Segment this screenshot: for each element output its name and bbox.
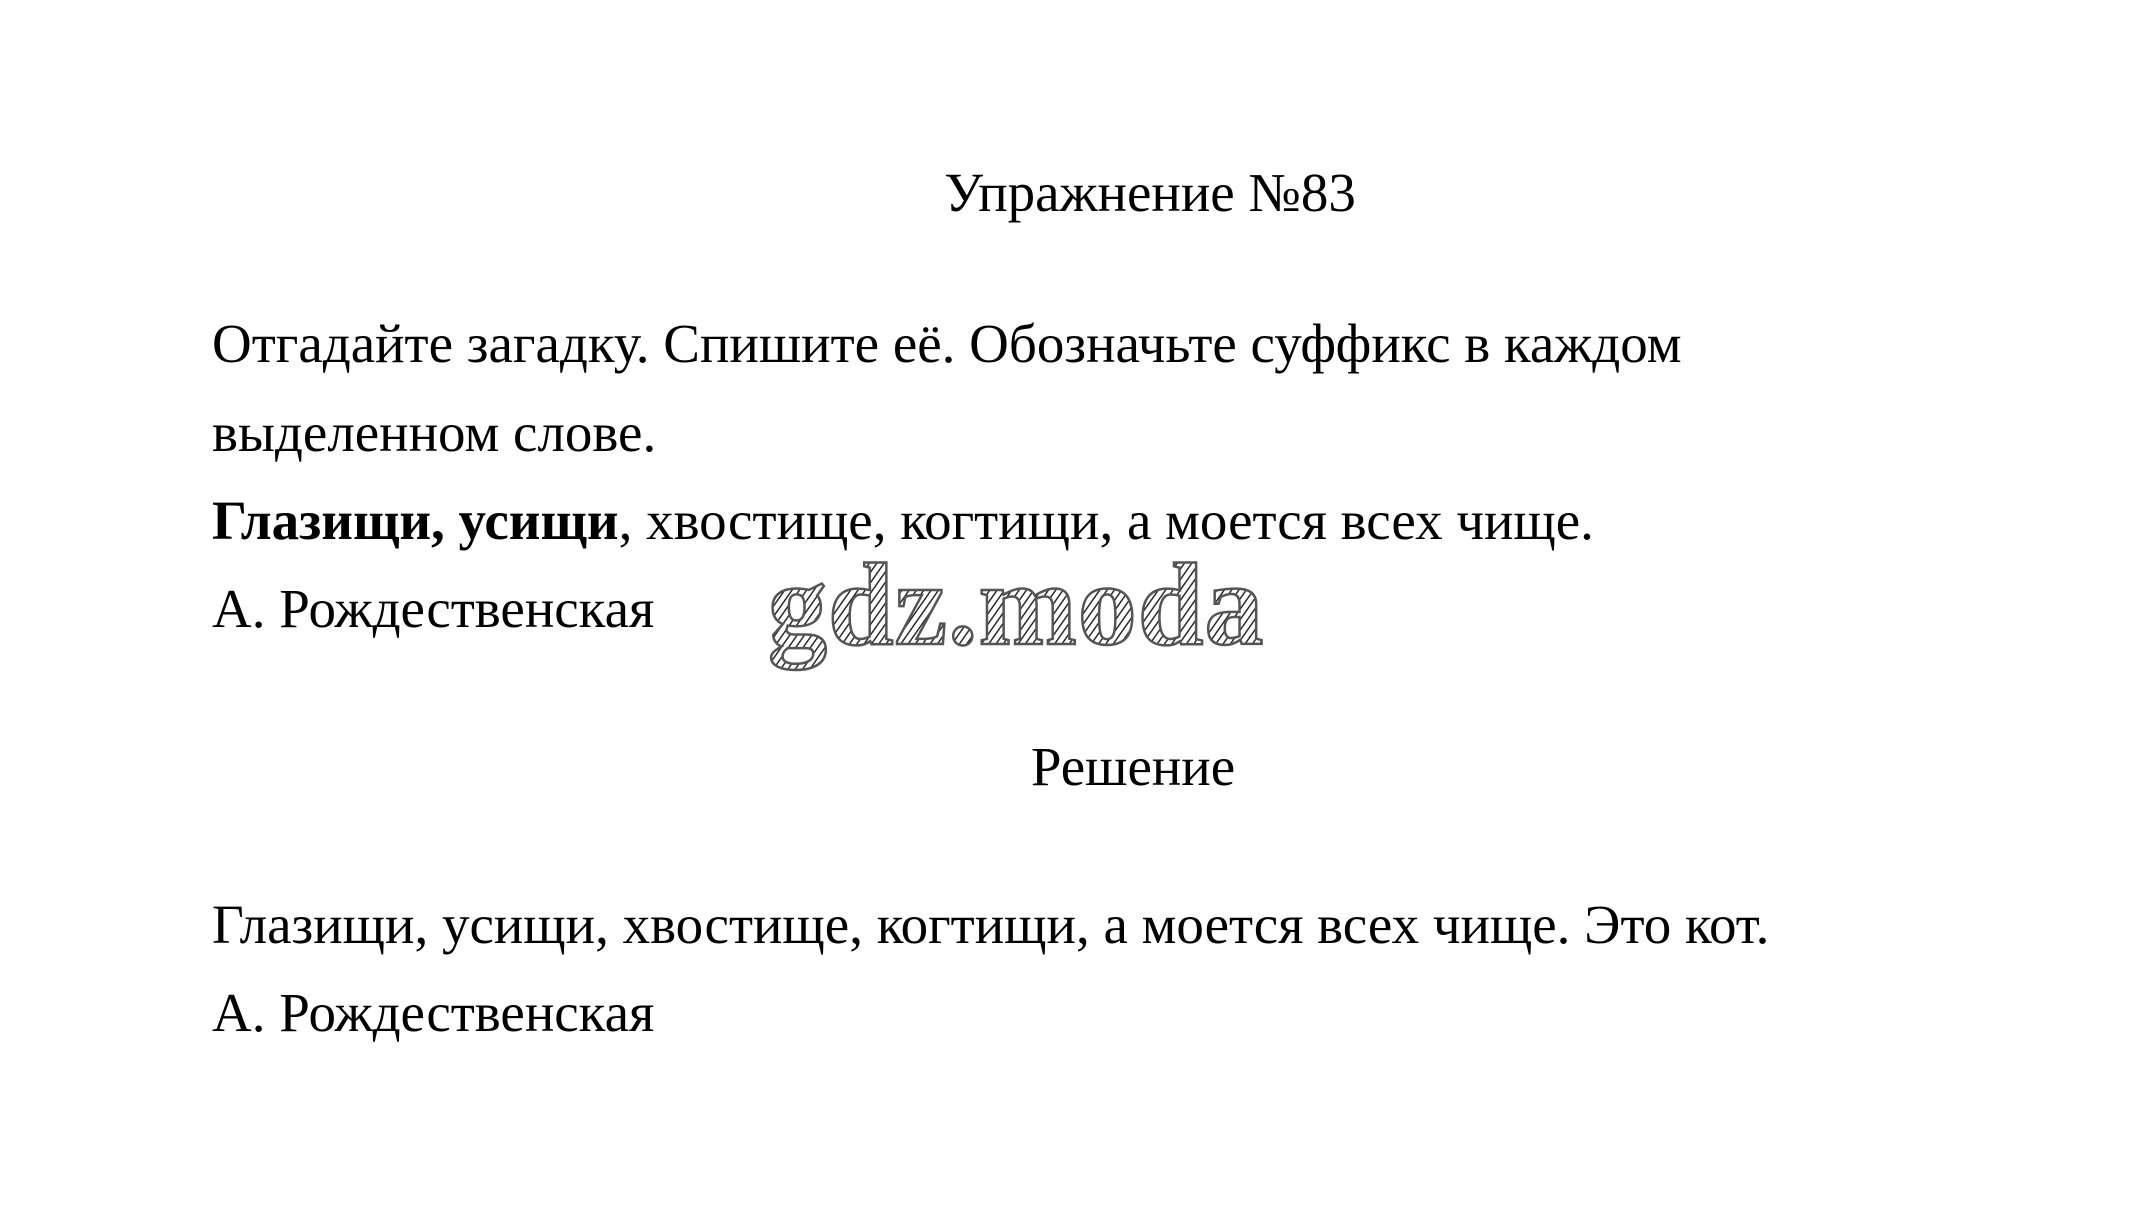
exercise-title: Упражнение №83 bbox=[944, 162, 1356, 223]
task-text-line-2: выделенном слове. bbox=[212, 402, 657, 463]
solution-heading: Решение bbox=[1030, 736, 1236, 797]
riddle-rest: , хвостище, когтищи, а моется всех чище. bbox=[618, 490, 1594, 551]
solution-answer: Глазищи, усищи, хвостище, когтищи, а моется всех чище. Это кот. bbox=[212, 894, 1770, 955]
watermark-text: gdz.moda bbox=[768, 548, 1265, 670]
solution-author: А. Рождественская bbox=[212, 982, 655, 1043]
riddle-highlighted-words: Глазищи, усищи bbox=[212, 490, 619, 551]
riddle-text bbox=[212, 488, 1594, 554]
watermark-logo bbox=[762, 548, 1382, 688]
task-text-line-1: Отгадайте загадку. Спишите её. Обозначьте суффикс в каждом bbox=[212, 313, 1682, 374]
riddle-author: А. Рождественская bbox=[212, 578, 655, 639]
